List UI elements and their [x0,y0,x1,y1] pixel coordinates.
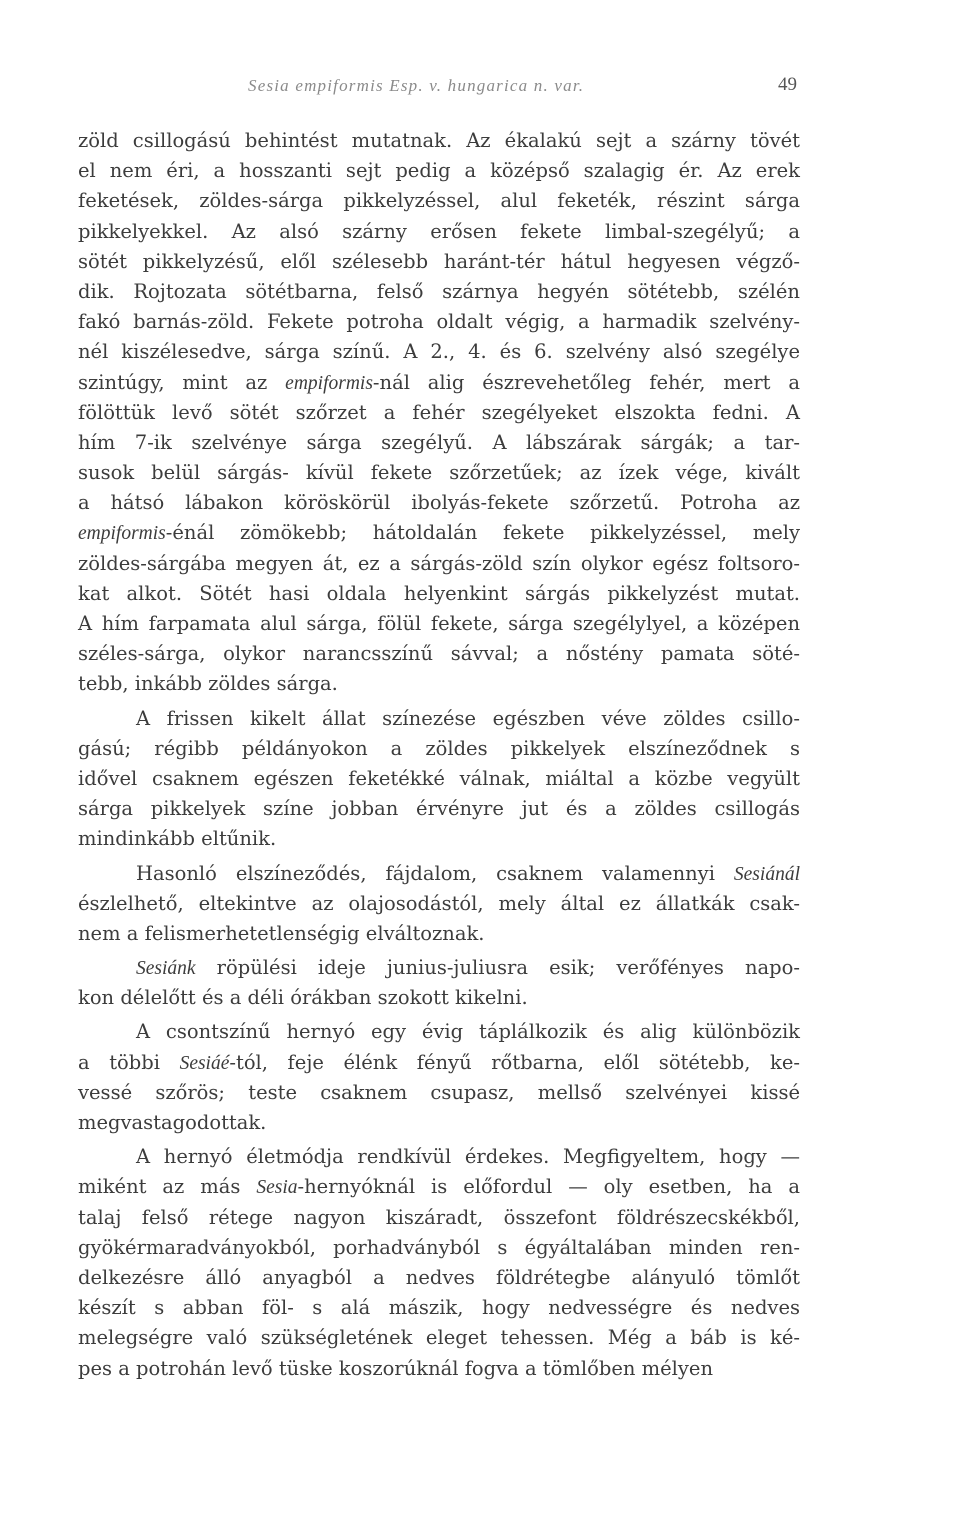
italic-term: Sesiánk [136,958,196,980]
text-line: tebb, inkább zöldes sárga. [78,672,338,696]
text-line: zöldes-sárgába megyen át, ez a sárgás-zöld szín olykor egész foltsoro- [78,551,800,575]
text-segment: -tól, feje élénk fényű rőtbarna, elől sötétebb, ke- [229,1050,800,1074]
text-line: A csontszínű hernyó egy évig táplálkozik és alig különbözik [136,1020,800,1044]
text-line: a hátsó lábakon köröskörül ibolyás-fekete szőrzetű. Potroha az [78,491,800,515]
text-line [78,1172,800,1202]
italic-term: Sesiáé [179,1052,230,1074]
paragraph [78,859,800,950]
text-line: dik. Rojtozata sötétbarna, felső szárnya hegyén sötétebb, szélén [78,279,800,303]
text-line: megvastagodottak. [78,1111,267,1134]
text-line: delkezésre álló anyagból a nedves földrétegbe alányuló tömlőt [78,1265,800,1289]
text-line [78,953,800,983]
text-segment: szintúgy, mint az [78,370,286,394]
text-line: hím 7-ik szelvénye sárga szegélyű. A lábszárak sárgák; a tar- [78,430,800,454]
paragraph [78,1142,800,1384]
text-line: el nem éri, a hosszanti sejt pedig a középső szalagig ér. Az erek [78,159,800,183]
text-line: gású; régibb példányokon a zöldes pikkelyek elszíneződnek s [78,736,800,760]
text-line: mindinkább eltűnik. [78,827,277,851]
text-line: A hernyó életmódja rendkívül érdekes. Megfigyeltem, hogy — [136,1145,800,1169]
text-line: A frissen kikelt állat színezése egészben véve zöldes csillo- [136,706,800,730]
text-line: vessé szőrös; teste csaknem csupasz, mellső szelvényei kissé [78,1080,800,1104]
text-line: A hím farpamata alul sárga, fölül fekete, sárga szegélylyel, a középen [78,612,800,635]
text-line: észlelhető, eltekintve az olajosodástól, mely által ez állatkák csak- [78,891,800,915]
text-line: sötét pikkelyzésű, elől szélesebb haránt-tér hátul hegyesen végző- [78,249,800,273]
text-line: készít s abban föl- s alá mászik, hogy nedvességre és nedves [78,1296,800,1320]
text-line: idővel csaknem egészen feketékké válnak, miáltal a közbe vegyült [78,766,800,790]
text-line: pes a potrohán levő tüske koszorúknál fogva a tömlőben mélyen [78,1356,714,1380]
body-text [78,126,800,1384]
text-segment: -énál zömökebb; hátoldalán fekete pikkelyzéssel, mely [165,521,800,545]
text-line: melegségre való szükségletének eleget tehessen. Még a báb is ké- [78,1326,800,1350]
text-line: talaj felső rétege nagyon kiszáradt, összefont földrészecskékből, [78,1205,800,1229]
text-segment: -nál alig észrevehetőleg fehér, mert a [372,370,800,394]
text-line [78,518,800,548]
text-segment: a többi [78,1050,180,1074]
italic-term: Sesia [256,1177,298,1199]
italic-term: empiformis [285,372,373,394]
text-line: zöld csillogású behintést mutatnak. Az ékalakú sejt a szárny tövét [78,129,800,152]
text-line [78,368,800,398]
text-line [78,859,800,889]
running-head: Sesia empiformis Esp. v. hungarica n. var. [248,76,585,95]
text-line [78,1048,800,1078]
text-segment: röpülési ideje junius-juliusra esik; verőfényes napo- [195,956,800,980]
text-line: pikkelyekkel. Az alsó szárny erősen fekete limbal-szegélyű; a [78,219,800,243]
text-line: nél kiszélesedve, sárga színű. A 2., 4. és 6. szelvény alsó szegélye [78,340,800,364]
text-line: sárga pikkelyek színe jobban érvényre jut és a zöldes csillogás [78,797,800,821]
text-line: kon délelőtt és a déli órákban szokott kikelni. [78,986,528,1010]
page-number: 49 [778,74,797,95]
page-header [0,76,960,100]
text-segment: -hernyóknál is előfordul — oly esetben, ha a [297,1175,800,1199]
text-line: feketések, zöldes-sárga pikkelyzéssel, alul feketék, részint sárga [78,189,800,213]
paragraph [78,704,800,855]
text-segment: miként az más [78,1175,257,1199]
italic-term: Sesiánál [733,863,800,885]
text-line: fölöttük levő sötét szőrzet a fehér szegélyeket elszokta fedni. A [78,400,800,424]
text-line: széles-sárga, olykor narancsszínű sávval; a nőstény pamata söté- [78,642,800,666]
text-line: nem a felismerhetetlenségig elváltoznak. [78,921,485,945]
text-line: susok belül sárgás- kívül fekete szőrzetűek; az ízek vége, kivált [78,461,800,485]
paragraph [78,1017,800,1138]
italic-term: empiformis [78,523,166,545]
text-line: fakó barnás-zöld. Fekete potroha oldalt végig, a harmadik szelvény- [78,310,800,334]
text-line: gyökérmaradványokból, porhadványból s égyáltalában minden ren- [78,1235,800,1259]
text-segment: Hasonló elszíneződés, fájdalom, csaknem valamennyi [136,861,734,885]
text-line: kat alkot. Sötét hasi oldala helyenkint sárgás pikkelyzést mutat. [78,581,800,605]
paragraph [78,126,800,700]
paragraph [78,953,800,1013]
